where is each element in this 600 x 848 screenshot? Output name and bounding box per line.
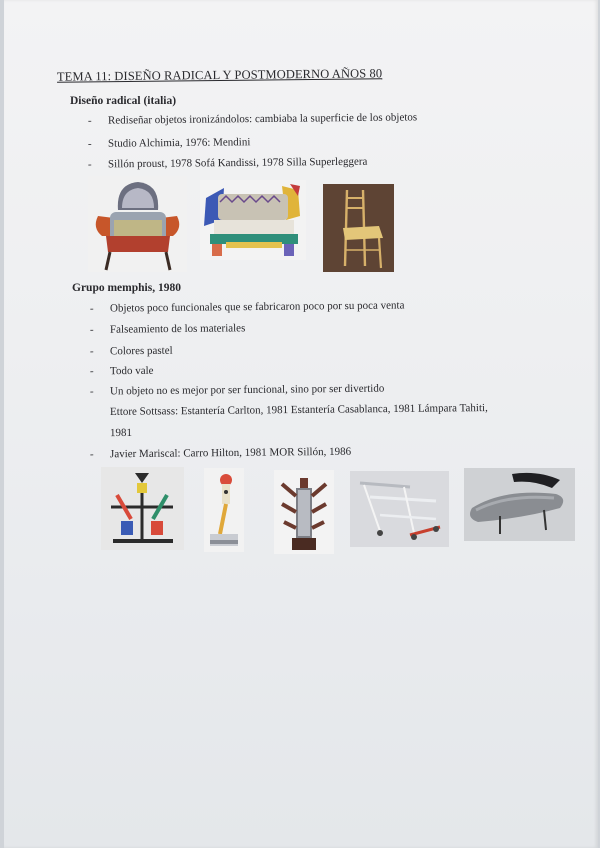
- list-item: - Objetos poco funcionales que se fabricaron poco por su poca venta: [89, 299, 405, 315]
- sottsass-works-line: Ettore Sottsass: Estantería Carlton, 1981 Estantería Casablanca, 1981 Lámpara Tahiti,: [109, 402, 488, 418]
- superleggera-chair-photo: [323, 184, 394, 272]
- document-page: [4, 0, 598, 848]
- sottsass-works-line-cont: 1981: [109, 426, 133, 440]
- proust-armchair-photo: [88, 176, 187, 272]
- list-item: - Falseamiento de los materiales: [89, 322, 246, 336]
- list-item: - Sillón proust, 1978 Sofá Kandissi, 1978 Silla Superleggera: [87, 155, 368, 171]
- tahiti-lamp-photo: [204, 468, 244, 552]
- section-title-memphis: Grupo memphis, 1980: [72, 282, 181, 294]
- hilton-trolley-photo: [350, 471, 449, 547]
- page-title: TEMA 11: DISEÑO RADICAL Y POSTMODERNO AÑOS 80: [56, 66, 383, 84]
- section-title-radical: Diseño radical (italia): [70, 95, 177, 107]
- mor-armchair-photo: [464, 468, 575, 541]
- list-item: - Todo vale: [89, 364, 154, 378]
- list-item: - Un objeto no es mejor por ser funcional, sino por ser divertido: [89, 382, 385, 398]
- list-item: - Studio Alchimia, 1976: Mendini: [87, 136, 251, 150]
- list-item: - Javier Mariscal: Carro Hilton, 1981 MOR Sillón, 1986: [89, 445, 352, 461]
- list-item: - Colores pastel: [89, 344, 173, 358]
- casablanca-shelf-photo: [274, 470, 334, 554]
- list-item: - Rediseñar objetos ironizándolos: cambiaba la superficie de los objetos: [87, 111, 418, 127]
- carlton-shelf-photo: [101, 467, 184, 550]
- kandissi-sofa-photo: [200, 180, 306, 260]
